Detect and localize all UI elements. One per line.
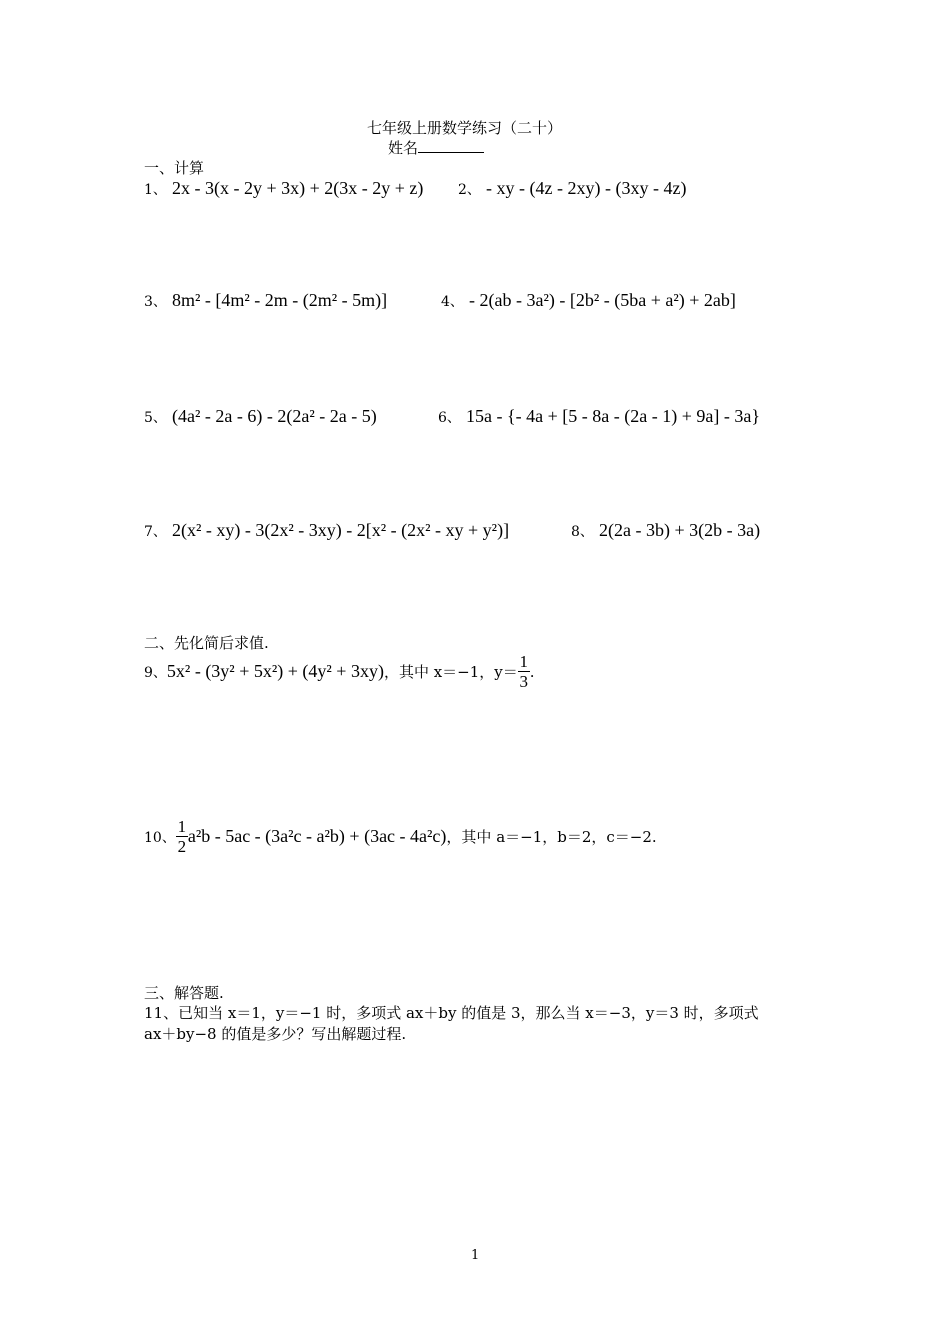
name-blank-line <box>418 137 484 153</box>
fraction-numerator: 1 <box>519 652 529 671</box>
problem-number: 4、 <box>441 294 464 310</box>
section-heading-answer: 三、解答题. <box>144 984 224 1002</box>
problem-number: 8、 <box>571 524 594 540</box>
problem-9 <box>144 652 535 691</box>
problem-1 <box>144 178 423 199</box>
section-heading-calc: 一、计算 <box>144 159 205 177</box>
fraction-numerator: 1 <box>177 817 187 836</box>
page-number: 1 <box>471 1248 480 1263</box>
problem-expression: 2(2a - 3b) + 3(2b - 3a) <box>599 520 761 540</box>
problem-number: 9、 <box>144 664 167 681</box>
problem-expression: a²b - 5ac - (3a²c - a²b) + (3ac - 4a²c) <box>187 826 447 846</box>
problem-11-line-2: ax＋by−8 的值是多少？写出解题过程. <box>144 1025 407 1043</box>
problem-condition: ，其中 a＝−1，b＝2，c＝−2. <box>446 828 657 846</box>
problem-expression: (4a² - 2a - 6) - 2(2a² - 2a - 5) <box>172 406 377 426</box>
problem-number: 3、 <box>144 294 167 310</box>
problem-6 <box>438 406 760 427</box>
problem-number: 5、 <box>144 410 167 426</box>
problem-7 <box>144 520 509 541</box>
problem-2 <box>458 178 686 199</box>
problem-expression: - xy - (4z - 2xy) - (3xy - 4z) <box>486 178 687 198</box>
problem-expression: 2(x² - xy) - 3(2x² - 3xy) - 2[x² - (2x² - xy + y²)] <box>172 520 510 540</box>
problem-end-mark: . <box>529 662 535 681</box>
fraction-denominator: 2 <box>177 837 187 856</box>
problem-number: 7、 <box>144 524 167 540</box>
fraction-one-half <box>176 817 188 856</box>
name-label: 姓名 <box>388 139 419 157</box>
problem-10 <box>144 817 657 856</box>
section-heading-simplify: 二、先化简后求值. <box>144 634 269 652</box>
fraction-denominator: 3 <box>519 672 529 691</box>
problem-5 <box>144 406 377 427</box>
problem-number: 10、 <box>144 829 176 846</box>
fraction-one-third <box>518 652 530 691</box>
problem-3 <box>144 290 387 311</box>
problem-11-line-1: 11、已知当 x＝1，y＝−1 时，多项式 ax＋by 的值是 3，那么当 x＝−3，y＝3 时，多项式 <box>144 1004 759 1022</box>
problem-8 <box>571 520 760 541</box>
problem-number: 1、 <box>144 182 167 198</box>
problem-expression: 15a - {- 4a + [5 - 8a - (2a - 1) + 9a] - 3a} <box>466 406 760 426</box>
problem-expression: - 2(ab - 3a²) - [2b² - (5ba + a²) + 2ab] <box>469 290 736 310</box>
problem-number: 6、 <box>438 410 461 426</box>
worksheet-title: 七年级上册数学练习（二十） <box>367 119 563 137</box>
problem-expression: 5x² - (3y² + 5x²) + (4y² + 3xy) <box>166 661 384 681</box>
problem-expression: 2x - 3(x - 2y + 3x) + 2(3x - 2y + z) <box>172 178 424 198</box>
problem-expression: 8m² - [4m² - 2m - (2m² - 5m)] <box>172 290 388 310</box>
problem-4 <box>441 290 736 311</box>
problem-number: 2、 <box>458 182 481 198</box>
problem-condition: ，其中 x＝−1，y＝ <box>383 663 518 681</box>
student-name-row <box>388 137 484 158</box>
